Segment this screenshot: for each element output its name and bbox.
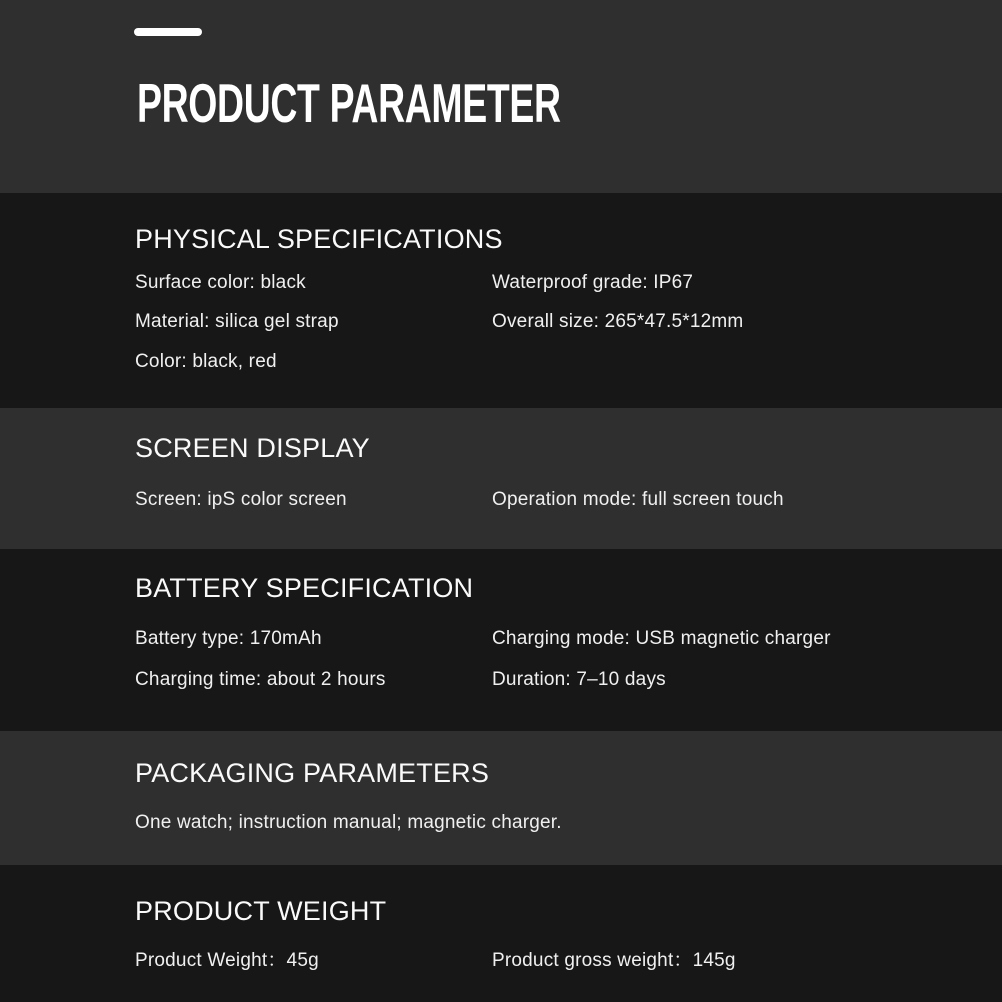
accent-dash [134, 28, 202, 36]
section-title: PRODUCT WEIGHT [135, 896, 387, 926]
section-title: SCREEN DISPLAY [135, 433, 370, 463]
spec-item-gross-weight: Product gross weight：145g [492, 950, 736, 971]
spec-item-surface-color: Surface color: black [135, 272, 306, 293]
spec-item-overall-size: Overall size: 265*47.5*12mm [492, 311, 744, 332]
spec-item-duration: Duration: 7–10 days [492, 669, 666, 690]
section-title: PHYSICAL SPECIFICATIONS [135, 224, 503, 254]
section-product-weight [0, 865, 1002, 1002]
header-band [0, 0, 1002, 193]
spec-row [0, 628, 1002, 652]
spec-item-screen: Screen: ipS color screen [135, 489, 347, 510]
spec-row [0, 669, 1002, 693]
spec-item-material: Material: silica gel strap [135, 311, 339, 332]
spec-item-charging-mode: Charging mode: USB magnetic charger [492, 628, 831, 649]
section-title: PACKAGING PARAMETERS [135, 758, 490, 788]
section-battery-specification [0, 549, 1002, 731]
section-physical-specifications [0, 193, 1002, 408]
spec-item-waterproof-grade: Waterproof grade: IP67 [492, 272, 694, 293]
spec-row [0, 489, 1002, 513]
spec-item-operation-mode: Operation mode: full screen touch [492, 489, 784, 510]
page-title: PRODUCT PARAMETER [137, 72, 561, 134]
section-screen-display [0, 408, 1002, 549]
spec-row [0, 272, 1002, 296]
spec-item-product-weight: Product Weight：45g [135, 950, 319, 971]
spec-item-battery-type: Battery type: 170mAh [135, 628, 322, 649]
section-title: BATTERY SPECIFICATION [135, 573, 474, 603]
spec-row [0, 812, 1002, 836]
spec-item-package-contents: One watch; instruction manual; magnetic charger. [135, 812, 562, 833]
spec-row [0, 351, 1002, 375]
spec-item-charging-time: Charging time: about 2 hours [135, 669, 386, 690]
spec-item-color: Color: black, red [135, 351, 277, 372]
spec-row [0, 950, 1002, 974]
section-packaging-parameters [0, 731, 1002, 865]
spec-row [0, 311, 1002, 335]
